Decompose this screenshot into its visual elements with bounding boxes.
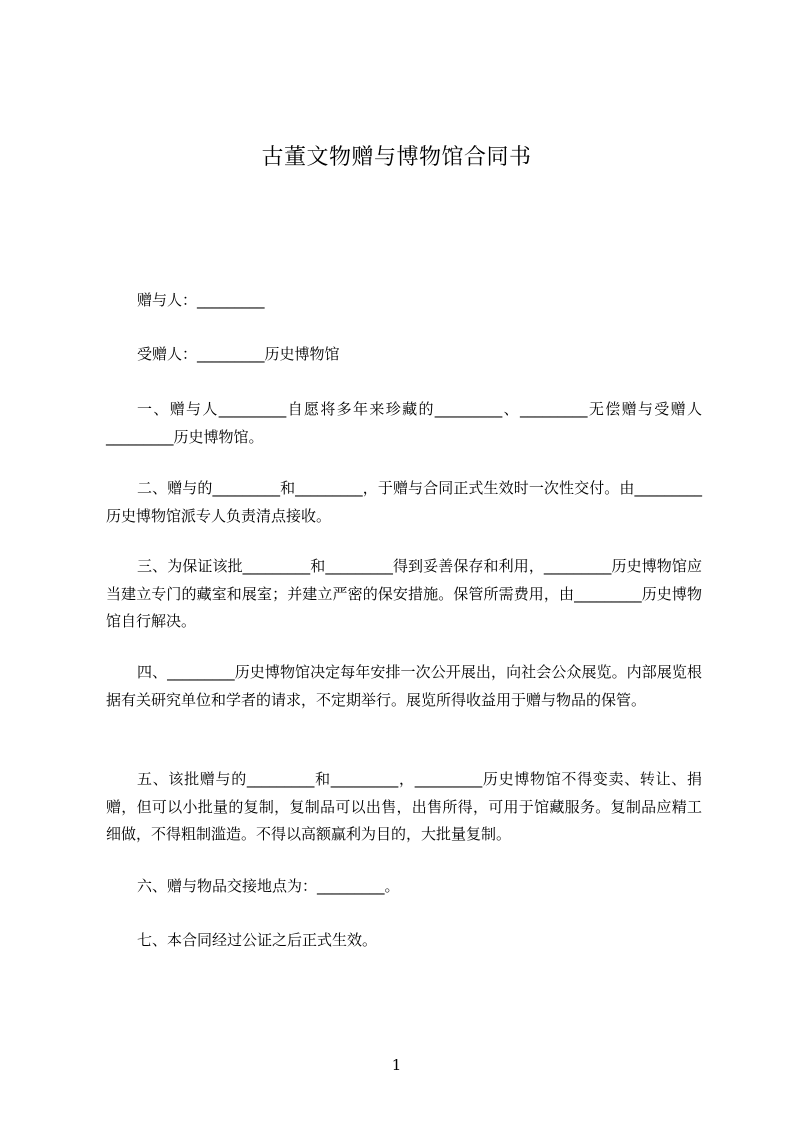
recipient-line: 受赠人：_________历史博物馆 [137, 345, 340, 363]
clause-7: 七、本合同经过公证之后正式生效。 [137, 931, 378, 949]
clause-2: 二、赠与的_________和_________，于赠与合同正式生效时一次性交付。由_________历史博物馆派专人负责清点接收。 [106, 479, 702, 525]
clause-5: 五、该批赠与的_________和_________，_________历史博物馆不得变卖、转让、捐赠，但可以小批量的复制，复制品可以出售，出售所得，可用于馆藏服务。复制品应精工细做，不得粗制滥造。不得以高额赢利为目的，大批量复制。 [106, 770, 702, 843]
clause-6: 六、赠与物品交接地点为：_________。 [137, 877, 400, 895]
clause-4: 四、_________历史博物馆决定每年安排一次公开展出，向社会公众展览。内部展览根据有关研究单位和学者的请求，不定期举行。展览所得收益用于赠与物品的保管。 [106, 663, 702, 709]
clause-1: 一、赠与人_________自愿将多年来珍藏的_________、_________无偿赠与受赠人_________历史博物馆。 [106, 400, 702, 446]
donor-line: 赠与人：_________ [137, 291, 265, 309]
document-title: 古董文物赠与博物馆合同书 [261, 145, 532, 170]
page-number: 1 [391, 1056, 402, 1074]
clause-3: 三、为保证该批_________和_________得到妥善保存和利用，_________历史博物馆应当建立专门的藏室和展室；并建立严密的保安措施。保管所需费用，由_________历史博物馆自行解决。 [106, 557, 702, 630]
